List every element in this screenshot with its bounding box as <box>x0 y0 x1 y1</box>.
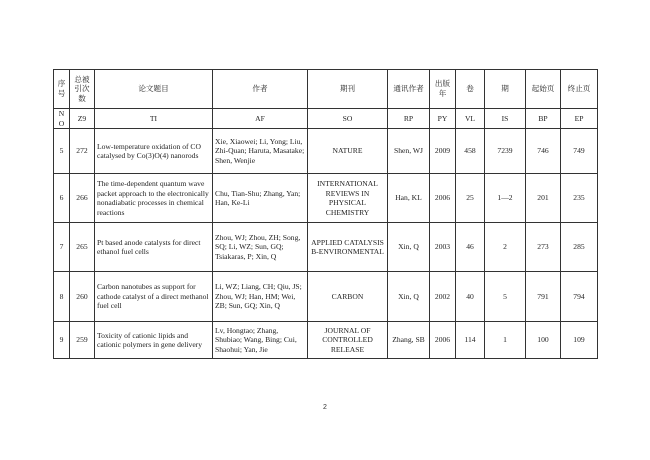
cell-no: 8 <box>54 272 70 322</box>
cell-authors: Zhou, WJ; Zhou, ZH; Song, SQ; Li, WZ; Sun, GQ; Tsiakaras, P; Xin, Q <box>213 223 308 272</box>
cell-volume: 458 <box>456 129 485 174</box>
cell-authors: Xie, Xiaowei; Li, Yong; Liu, Zhi-Quan; Haruta, Masatake; Shen, Wenjie <box>213 129 308 174</box>
header-cn-rp: 通讯作者 <box>388 70 430 109</box>
cell-title: Toxicity of cationic lipids and cationic polymers in gene delivery <box>95 322 213 359</box>
header-code-no: N O <box>54 109 70 129</box>
cell-end-page: 285 <box>561 223 598 272</box>
cell-title: Low-temperature oxidation of CO catalysed by Co(3)O(4) nanorods <box>95 129 213 174</box>
cell-title: The time-dependent quantum wave packet approach to the electronically nonadiabatic processes in chemical reactions <box>95 174 213 223</box>
header-cn-py: 出版年 <box>430 70 456 109</box>
cell-no: 5 <box>54 129 70 174</box>
header-cn-no: 序号 <box>54 70 70 109</box>
cell-corresponding-author: Zhang, SB <box>388 322 430 359</box>
cell-year: 2003 <box>430 223 456 272</box>
cell-begin-page: 791 <box>526 272 561 322</box>
cell-volume: 25 <box>456 174 485 223</box>
cell-title: Pt based anode catalysts for direct ethanol fuel cells <box>95 223 213 272</box>
table-row <box>54 223 598 272</box>
cell-journal: NATURE <box>308 129 388 174</box>
header-cn-is: 期 <box>485 70 526 109</box>
header-cn-af: 作者 <box>213 70 308 109</box>
header-cn-z9: 总被引次数 <box>70 70 95 109</box>
header-code-ep: EP <box>561 109 598 129</box>
cell-corresponding-author: Xin, Q <box>388 272 430 322</box>
header-cn-ep: 终止页 <box>561 70 598 109</box>
cell-issue: 7239 <box>485 129 526 174</box>
cell-begin-page: 100 <box>526 322 561 359</box>
cell-year: 2006 <box>430 174 456 223</box>
cell-no: 7 <box>54 223 70 272</box>
header-code-ti: TI <box>95 109 213 129</box>
cell-issue: 5 <box>485 272 526 322</box>
cell-volume: 46 <box>456 223 485 272</box>
header-code-af: AF <box>213 109 308 129</box>
cell-issue: 1—2 <box>485 174 526 223</box>
cell-end-page: 794 <box>561 272 598 322</box>
cell-corresponding-author: Shen, WJ <box>388 129 430 174</box>
cell-year: 2002 <box>430 272 456 322</box>
table-row <box>54 322 598 359</box>
cell-authors: Li, WZ; Liang, CH; Qiu, JS; Zhou, WJ; Han, HM; Wei, ZB; Sun, GQ; Xin, Q <box>213 272 308 322</box>
cell-begin-page: 273 <box>526 223 561 272</box>
cell-times-cited: 260 <box>70 272 95 322</box>
cell-times-cited: 272 <box>70 129 95 174</box>
cell-authors: Lv, Hongtao; Zhang, Shubiao; Wang, Bing; Cui, Shaohui; Yan, Jie <box>213 322 308 359</box>
header-cn-bp: 起始页 <box>526 70 561 109</box>
table-row <box>54 272 598 322</box>
cell-journal: APPLIED CATALYSIS B-ENVIRONMENTAL <box>308 223 388 272</box>
cell-corresponding-author: Han, KL <box>388 174 430 223</box>
cell-times-cited: 265 <box>70 223 95 272</box>
cell-volume: 114 <box>456 322 485 359</box>
header-cn-ti: 论文题目 <box>95 70 213 109</box>
cell-issue: 1 <box>485 322 526 359</box>
header-cn-vl: 卷 <box>456 70 485 109</box>
header-code-so: SO <box>308 109 388 129</box>
cell-issue: 2 <box>485 223 526 272</box>
cell-times-cited: 259 <box>70 322 95 359</box>
header-row-chinese <box>54 70 598 109</box>
header-cn-so: 期刊 <box>308 70 388 109</box>
cell-volume: 40 <box>456 272 485 322</box>
header-code-bp: BP <box>526 109 561 129</box>
cell-journal: CARBON <box>308 272 388 322</box>
cell-year: 2006 <box>430 322 456 359</box>
cell-authors: Chu, Tian-Shu; Zhang, Yan; Han, Ke-Li <box>213 174 308 223</box>
header-code-z9: Z9 <box>70 109 95 129</box>
table-row <box>54 129 598 174</box>
cell-begin-page: 201 <box>526 174 561 223</box>
table-row <box>54 174 598 223</box>
header-code-is: IS <box>485 109 526 129</box>
header-code-vl: VL <box>456 109 485 129</box>
cell-corresponding-author: Xin, Q <box>388 223 430 272</box>
cell-end-page: 235 <box>561 174 598 223</box>
citation-table <box>53 69 598 359</box>
cell-journal: INTERNATIONAL REVIEWS IN PHYSICAL CHEMISTRY <box>308 174 388 223</box>
cell-no: 9 <box>54 322 70 359</box>
page-number: 2 <box>323 404 327 411</box>
cell-title: Carbon nanotubes as support for cathode catalyst of a direct methanol fuel cell <box>95 272 213 322</box>
cell-begin-page: 746 <box>526 129 561 174</box>
header-code-rp: RP <box>388 109 430 129</box>
cell-journal: JOURNAL OF CONTROLLED RELEASE <box>308 322 388 359</box>
cell-no: 6 <box>54 174 70 223</box>
header-code-py: PY <box>430 109 456 129</box>
cell-end-page: 109 <box>561 322 598 359</box>
cell-times-cited: 266 <box>70 174 95 223</box>
cell-year: 2009 <box>430 129 456 174</box>
cell-end-page: 749 <box>561 129 598 174</box>
header-row-code <box>54 109 598 129</box>
